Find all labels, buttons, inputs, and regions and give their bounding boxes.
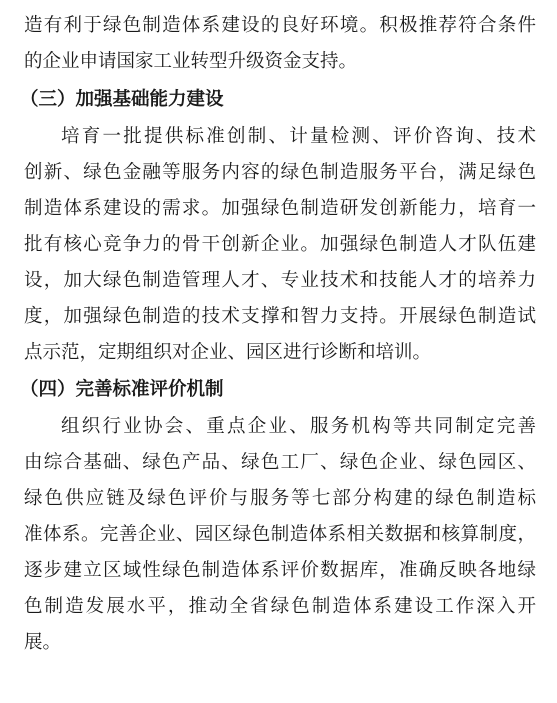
paragraph-line: 批有核心竞争力的骨干创新企业。加强绿色制造人才队伍建 [24,234,536,255]
paragraph-line: 点示范，定期组织对企业、园区进行诊断和培训。 [24,342,432,363]
paragraph-line: 逐步建立区域性绿色制造体系评价数据库，准确反映各地绿 [24,560,536,581]
paragraph-line: 组织行业协会、重点企业、服务机构等共同制定完善 [61,416,536,437]
section-heading-4: （四）完善标准评价机制 [20,379,224,400]
paragraph-line: 展。 [24,632,62,653]
paragraph-line: 度，加强绿色制造的技术支撑和智力支持。开展绿色制造试 [24,306,536,327]
paragraph-line: 绿色供应链及绿色评价与服务等七部分构建的绿色制造标 [24,488,536,509]
paragraph-line: 的企业申请国家工业转型升级资金支持。 [24,51,358,72]
paragraph-line: 制造体系建设的需求。加强绿色制造研发创新能力，培育一 [24,198,536,219]
paragraph-line: 色制造发展水平，推动全省绿色制造体系建设工作深入开 [24,596,536,617]
paragraph-line: 准体系。完善企业、园区绿色制造体系相关数据和核算制度， [24,524,536,545]
paragraph-line: 设，加大绿色制造管理人才、专业技术和技能人才的培养力 [24,270,536,291]
paragraph-line: 培育一批提供标准创制、计量检测、评价咨询、技术 [61,126,536,147]
section-heading-3: （三）加强基础能力建设 [20,89,224,110]
paragraph-line: 创新、绿色金融等服务内容的绿色制造服务平台，满足绿色 [24,162,536,183]
paragraph-line: 由综合基础、绿色产品、绿色工厂、绿色企业、绿色园区、 [24,452,536,473]
paragraph-line: 造有利于绿色制造体系建设的良好环境。积极推荐符合条件 [24,15,536,36]
